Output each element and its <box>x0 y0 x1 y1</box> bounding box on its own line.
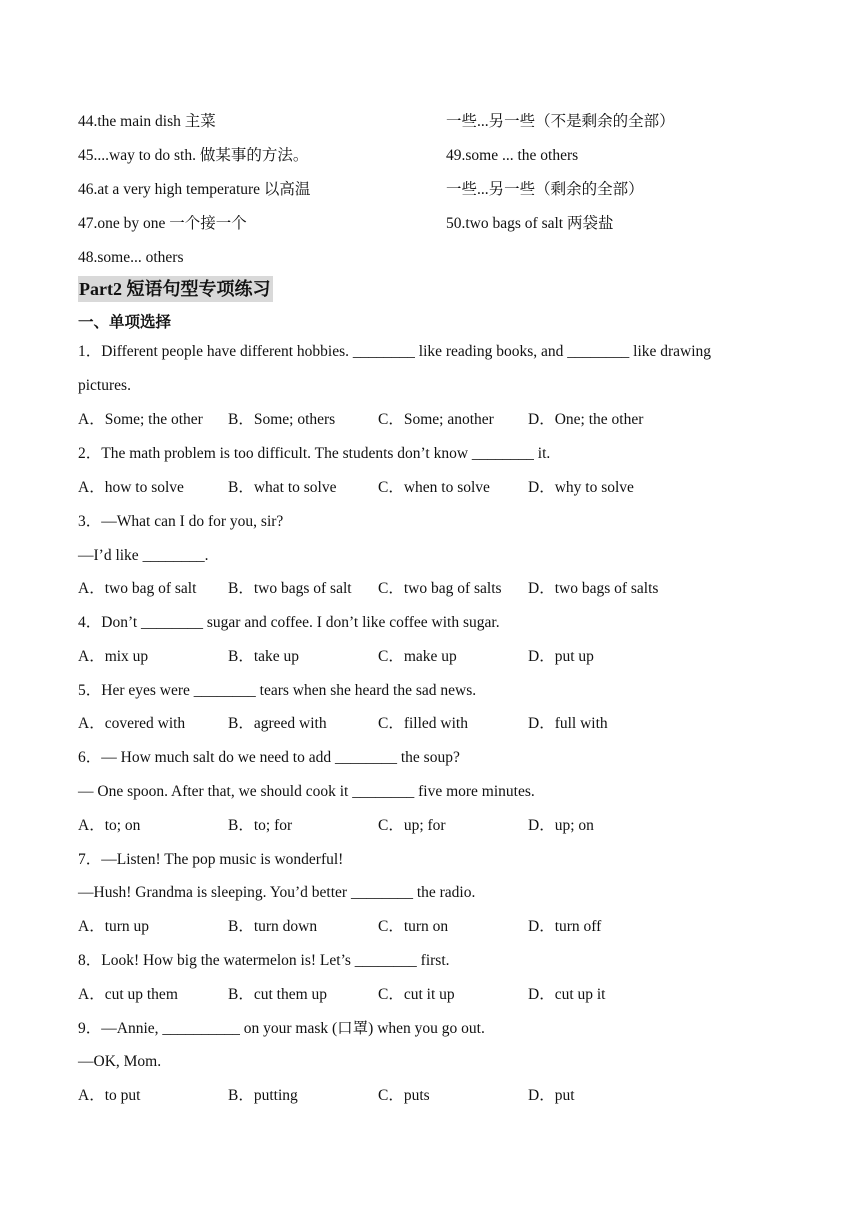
question-text: 3．—What can I do for you, sir? <box>78 513 284 530</box>
question-text: 1．Different people have different hobbies. ________ like reading books, and ________ like drawing <box>78 343 712 360</box>
option-c: C．puts <box>378 1087 430 1104</box>
option-a: A．covered with <box>78 715 186 732</box>
option-a: A．to; on <box>78 817 141 834</box>
option-b: B．putting <box>228 1087 298 1104</box>
option-b: B．take up <box>228 648 300 665</box>
option-b: B．Some; others <box>228 411 336 428</box>
option-d: D．full with <box>528 715 608 732</box>
option-b: B．to; for <box>228 817 293 834</box>
option-c: C．when to solve <box>378 479 490 496</box>
option-c: C．turn on <box>378 918 449 935</box>
question-text: 9．—Annie, __________ on your mask (口罩) when you go out. <box>78 1020 485 1037</box>
vocab-item: 一些...另一些（不是剩余的全部） <box>446 113 675 130</box>
option-c: C．make up <box>378 648 457 665</box>
option-c: C．filled with <box>378 715 468 732</box>
option-c: C．up; for <box>378 817 446 834</box>
option-a: A．to put <box>78 1087 141 1104</box>
question-text: 8．Look! How big the watermelon is! Let’s ________ first. <box>78 952 450 969</box>
vocab-item: 48.some... others <box>78 249 184 266</box>
question-text: —OK, Mom. <box>78 1053 162 1070</box>
question-text: 5．Her eyes were ________ tears when she heard the sad news. <box>78 682 477 699</box>
option-d: D．put <box>528 1087 575 1104</box>
option-b: B．cut them up <box>228 986 328 1003</box>
section-title: 一、单项选择 <box>78 314 172 331</box>
option-d: D．put up <box>528 648 594 665</box>
vocab-item: 46.at a very high temperature 以高温 <box>78 181 311 198</box>
vocab-item: 47.one by one 一个接一个 <box>78 215 247 232</box>
option-d: D．up; on <box>528 817 594 834</box>
option-c: C．Some; another <box>378 411 494 428</box>
question-text: —I’d like ________. <box>78 547 209 564</box>
option-d: D．two bags of salts <box>528 580 659 597</box>
option-d: D．cut up it <box>528 986 606 1003</box>
option-b: B．two bags of salt <box>228 580 352 597</box>
option-a: A．two bag of salt <box>78 580 197 597</box>
option-c: C．cut it up <box>378 986 455 1003</box>
question-text: — One spoon. After that, we should cook it ________ five more minutes. <box>78 783 535 800</box>
question-text: 4．Don’t ________ sugar and coffee. I don’t like coffee with sugar. <box>78 614 500 631</box>
option-a: A．Some; the other <box>78 411 203 428</box>
option-b: B．turn down <box>228 918 318 935</box>
vocab-item: 一些...另一些（剩余的全部） <box>446 181 644 198</box>
option-c: C．two bag of salts <box>378 580 502 597</box>
vocab-item: 44.the main dish 主菜 <box>78 113 216 130</box>
question-text: 2．The math problem is too difficult. The students don’t know ________ it. <box>78 445 551 462</box>
question-text: —Hush! Grandma is sleeping. You’d better ________ the radio. <box>78 884 476 901</box>
option-a: A．turn up <box>78 918 150 935</box>
vocab-item: 45....way to do sth. 做某事的方法。 <box>78 147 309 164</box>
option-d: D．why to solve <box>528 479 634 496</box>
option-b: B．agreed with <box>228 715 327 732</box>
question-text: pictures. <box>78 377 131 394</box>
option-b: B．what to solve <box>228 479 337 496</box>
option-a: A．how to solve <box>78 479 184 496</box>
question-text: 7．—Listen! The pop music is wonderful! <box>78 851 344 868</box>
question-text: 6．— How much salt do we need to add ________ the soup? <box>78 749 460 766</box>
option-a: A．cut up them <box>78 986 178 1003</box>
option-a: A．mix up <box>78 648 149 665</box>
option-d: D．One; the other <box>528 411 644 428</box>
option-d: D．turn off <box>528 918 602 935</box>
vocab-item: 49.some ... the others <box>446 147 579 164</box>
part-title: Part2 短语句型专项练习 <box>78 276 273 302</box>
vocab-item: 50.two bags of salt 两袋盐 <box>446 215 614 232</box>
